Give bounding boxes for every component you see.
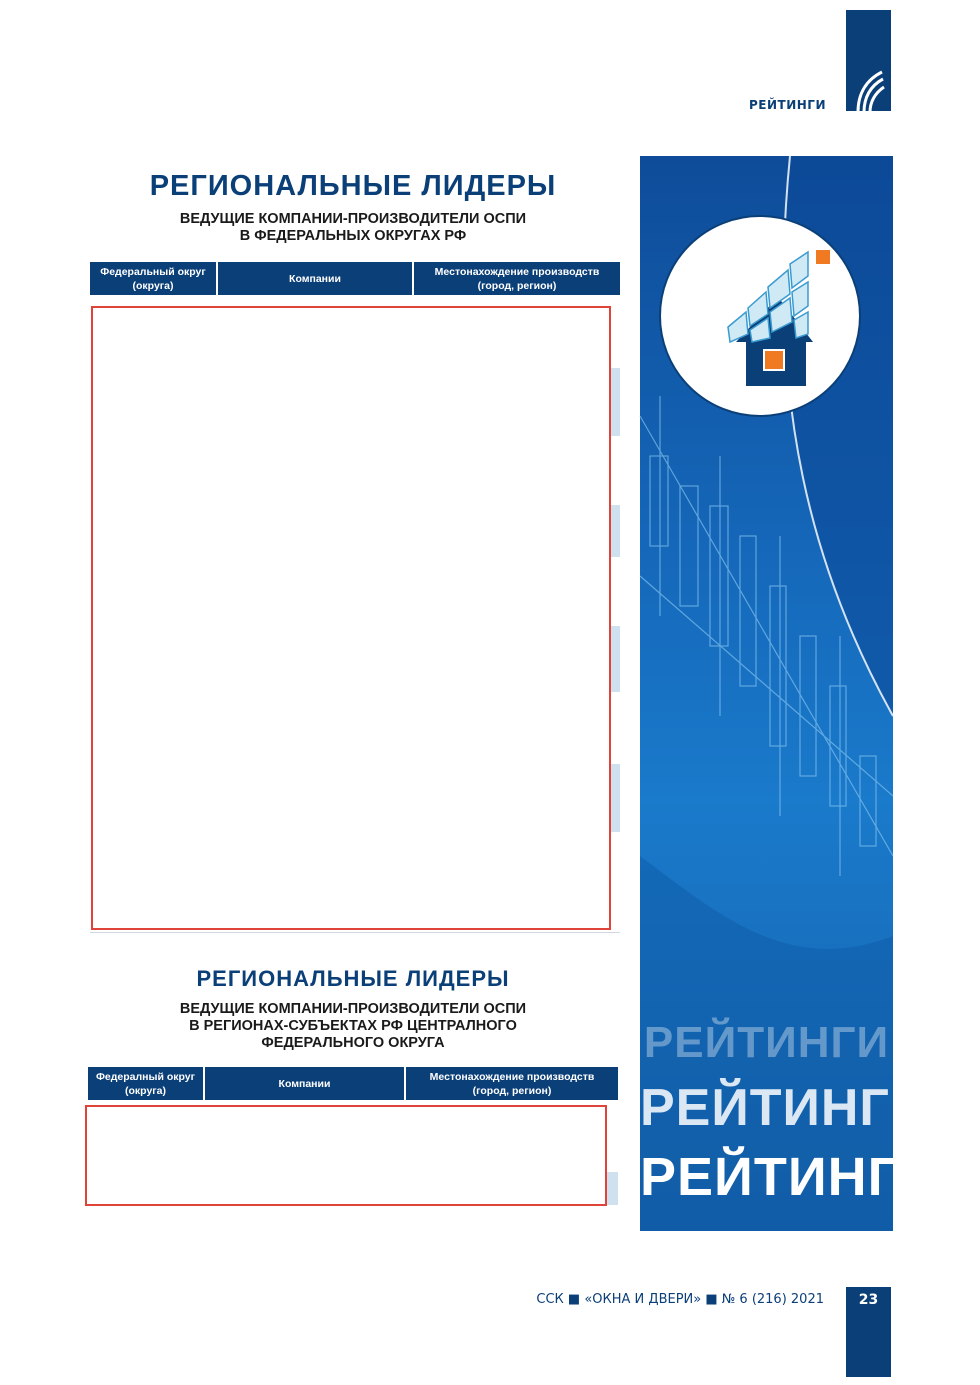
table-row-stripe bbox=[610, 505, 620, 557]
section-label: РЕЙТИНГИ bbox=[749, 98, 826, 112]
table-row-stripe bbox=[610, 626, 620, 692]
top-corner-tab bbox=[846, 10, 891, 111]
redacted-table-body bbox=[91, 306, 611, 930]
ratings-banner bbox=[640, 156, 940, 1231]
section2-title: РЕГИОНАЛЬНЫЕ ЛИДЕРЫ bbox=[196, 966, 510, 991]
page-number-tab bbox=[846, 1287, 891, 1377]
table-row-stripe bbox=[610, 764, 620, 832]
column-header-district: Федералный округ (округа) bbox=[88, 1067, 203, 1100]
table-row-stripe bbox=[606, 1172, 618, 1205]
column-header-location: Местонахождение производств (город, регион) bbox=[406, 1067, 618, 1100]
banner-word: РЕЙТИНГИ bbox=[643, 1018, 890, 1067]
page-number: 23 bbox=[858, 1292, 879, 1308]
section2-table-header bbox=[88, 1067, 618, 1100]
banner-word: РЕЙТИНГИ bbox=[640, 1147, 940, 1207]
publication-info: ССК ■ «ОКНА И ДВЕРИ» ■ № 6 (216) 2021 bbox=[536, 1292, 824, 1307]
column-header-companies: Компании bbox=[218, 262, 412, 295]
window-house-logo-icon bbox=[708, 242, 838, 392]
table-bottom-rule bbox=[90, 932, 620, 933]
column-header-companies: Компании bbox=[205, 1067, 404, 1100]
section1-table-header bbox=[90, 262, 620, 295]
column-header-district: Федеральный округ (округа) bbox=[90, 262, 216, 295]
table-row-stripe bbox=[610, 368, 620, 436]
banner-word: РЕЙТИНГИ bbox=[640, 1079, 929, 1137]
redacted-table-body bbox=[85, 1105, 607, 1206]
section1-subtitle: ВЕДУЩИЕ КОМПАНИИ-ПРОИЗВОДИТЕЛИ ОСПИ В ФЕДЕРАЛЬНЫХ ОКРУГАХ РФ bbox=[179, 211, 527, 244]
section1-title: РЕГИОНАЛЬНЫЕ ЛИДЕРЫ bbox=[149, 170, 557, 202]
section2-subtitle: ВЕДУЩИЕ КОМПАНИИ-ПРОИЗВОДИТЕЛИ ОСПИ В РЕГИОНАХ-СУБЪЕКТАХ РФ ЦЕНТРАЛНОГО ФЕДЕРАЛЬНОГО ОКРУГА bbox=[179, 1001, 527, 1051]
magazine-logo-icon bbox=[852, 68, 886, 114]
column-header-location: Местонахождение производств (город, регион) bbox=[414, 262, 620, 295]
